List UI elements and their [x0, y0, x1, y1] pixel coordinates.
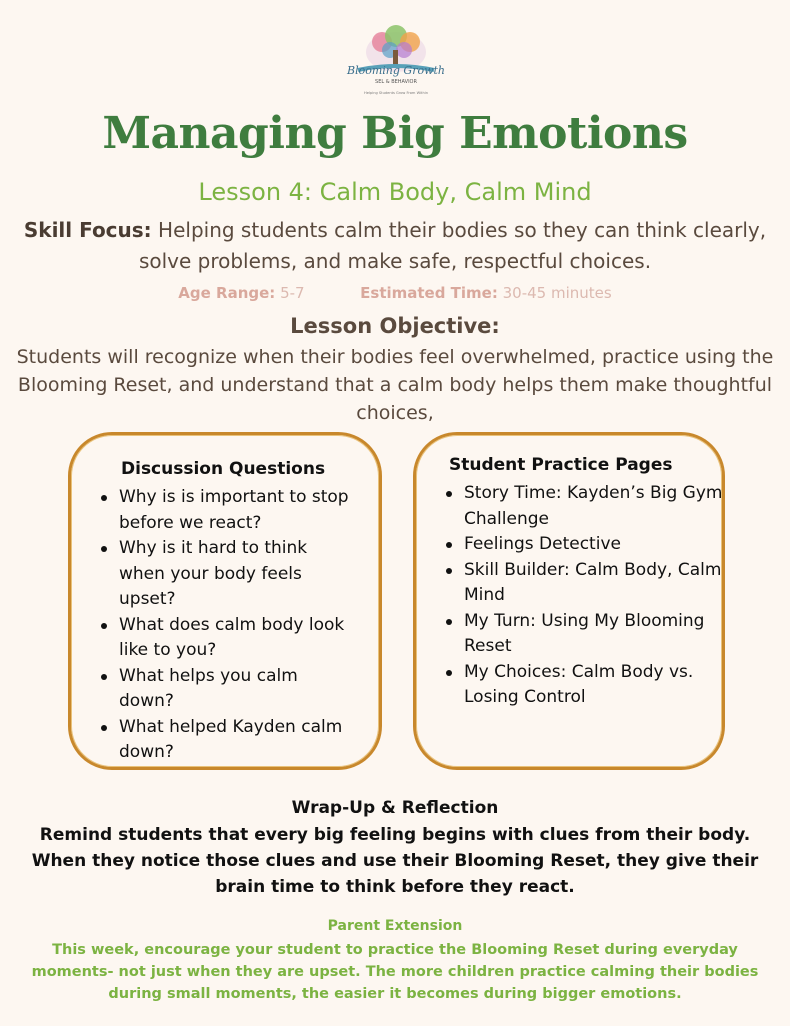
- list-item: Skill Builder: Calm Body, Calm Mind: [464, 558, 726, 609]
- wrapup-heading: Wrap-Up & Reflection: [291, 798, 499, 818]
- wrapup-text: Remind students that every big feeling begins with clues from their body. When they notice those clues and use their Blooming Reset, they give their brain time to think before they react.: [31, 825, 759, 897]
- practice-pages-box: [413, 432, 725, 770]
- estimated-time-value: 30-45 minutes: [502, 284, 612, 302]
- objective-heading: Lesson Objective:: [290, 314, 500, 338]
- parent-extension-text: This week, encourage your student to practice the Blooming Reset during everyday moments- not just when they are upset. The more children practice calming their bodies during small moments, the easier it becomes during bigger emotions.: [31, 942, 759, 1002]
- list-item: My Turn: Using My Blooming Reset: [464, 609, 726, 660]
- discussion-heading: Discussion Questions: [121, 459, 326, 479]
- skill-focus: [20, 215, 770, 277]
- logo-brand-text: Blooming Growth: [346, 64, 446, 77]
- list-item: Why is it hard to think when your body feels upset?: [119, 536, 349, 613]
- age-range-value: 5-7: [280, 284, 305, 302]
- page-title: Managing Big Emotions: [102, 108, 688, 159]
- brand-logo: [340, 22, 452, 102]
- tree-logo-icon: [340, 22, 452, 102]
- estimated-time-label: Estimated Time:: [360, 284, 498, 302]
- list-item: Feelings Detective: [464, 532, 726, 558]
- list-item: Why is is important to stop before we react?: [119, 485, 349, 536]
- list-item: Story Time: Kayden’s Big Gym Challenge: [464, 481, 726, 532]
- discussion-questions-box: [68, 432, 382, 770]
- list-item: What does calm body look like to you?: [119, 613, 349, 664]
- lesson-subtitle: Lesson 4: Calm Body, Calm Mind: [198, 178, 592, 206]
- parent-extension-heading: Parent Extension: [327, 918, 463, 934]
- objective-text: Students will recognize when their bodies feel overwhelmed, practice using the Blooming Reset, and understand that a calm body helps them make thoughtful choices,: [16, 346, 774, 424]
- practice-list: [444, 481, 726, 711]
- practice-heading: Student Practice Pages: [449, 455, 673, 475]
- list-item: My Choices: Calm Body vs. Losing Control: [464, 660, 726, 711]
- lesson-meta: [0, 284, 790, 302]
- logo-sub-text: SEL & BEHAVIOR: [375, 79, 417, 85]
- skill-focus-text: Helping students calm their bodies so they can think clearly, solve problems, and make safe, respectful choices.: [138, 218, 767, 273]
- skill-focus-label: Skill Focus:: [23, 218, 152, 242]
- age-range-label: Age Range:: [178, 284, 276, 302]
- logo-tagline-text: Helping Students Grow From Within: [364, 91, 428, 95]
- list-item: What helps you calm down?: [119, 664, 349, 715]
- discussion-list: [99, 485, 349, 766]
- list-item: What helped Kayden calm down?: [119, 715, 349, 766]
